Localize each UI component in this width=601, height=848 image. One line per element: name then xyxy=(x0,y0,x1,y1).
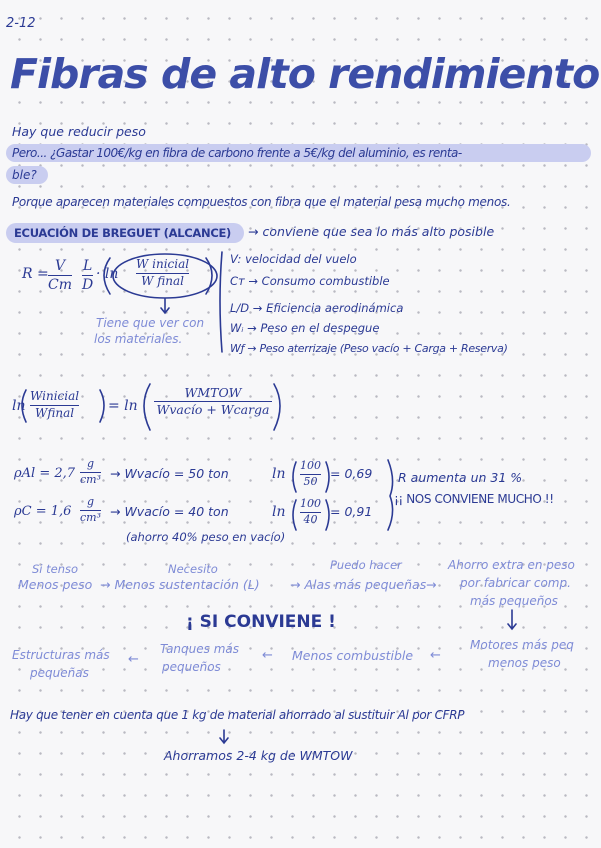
bracket-stroke xyxy=(220,252,222,352)
estructuras-note: Estructuras más xyxy=(12,648,110,662)
ln-symbol: ln xyxy=(272,466,286,482)
materials-note: Tiene que ver con xyxy=(96,316,205,330)
range-increase: R aumenta un 31 % xyxy=(398,470,523,485)
paren-stroke xyxy=(326,462,329,492)
ct-symbol: Cт xyxy=(48,277,72,294)
unit-fraction xyxy=(80,458,101,486)
ln-value-c: = 0,91 xyxy=(330,504,373,519)
equals-ln: = ln xyxy=(108,398,138,414)
conclusion: ¡¡ NOS CONVIENE MUCHO !! xyxy=(394,492,554,506)
unit-denominator: cm³ xyxy=(80,510,102,524)
intro-line: Hay que reducir peso xyxy=(12,124,146,139)
definition-line: Wƒ → Peso aterrizaje (Peso vacío + Carga + Reserva) xyxy=(230,342,508,355)
mass-ratio-al xyxy=(300,460,321,488)
definition-line: Cт → Consumo combustible xyxy=(230,274,390,288)
unit-numerator: g xyxy=(86,495,95,508)
si-conviene: ¡ SI CONVIENE ! xyxy=(186,612,336,632)
page-title: Fibras de alto rendimiento xyxy=(10,50,600,98)
paren-stroke xyxy=(326,500,329,530)
w-final: W final xyxy=(141,273,184,288)
w-vacio-carga: Wvacío + Wcarga xyxy=(156,402,270,418)
unit-numerator: g xyxy=(86,457,95,470)
paren-stroke xyxy=(100,390,104,422)
mtow-fraction xyxy=(154,386,272,418)
chain-item: → Alas más pequeñas xyxy=(290,577,427,592)
arrow-down-stroke xyxy=(220,730,228,743)
intro-question: Pero... ¿Gastar 100€/kg en fibra de carbono frente a 5€/kg del aluminio, es renta- xyxy=(12,146,462,160)
chain-arrow: ← xyxy=(262,648,273,663)
paren-stroke xyxy=(293,500,296,530)
ln-symbol: · ln xyxy=(96,266,119,282)
l-over-d-fraction xyxy=(82,258,93,293)
motores-note: menos peso xyxy=(488,656,561,670)
estructuras-note: pequeñas xyxy=(30,666,89,680)
breguet-label: ECUACIÓN DE BREGUET (ALCANCE) xyxy=(14,226,231,240)
weight-ratio-fraction xyxy=(30,390,79,421)
w-inicial: W inicial xyxy=(136,257,190,271)
combustible-note: Menos combustible xyxy=(292,648,414,663)
empty-weight-c: → Wvacío = 40 ton xyxy=(110,504,229,519)
rho-carbon: ρC = 1,6 xyxy=(14,504,72,519)
ahorro-note: más pequeños xyxy=(470,594,558,608)
rho-aluminium: ρAl = 2,7 xyxy=(14,466,76,481)
page-number: 2-12 xyxy=(6,16,36,31)
paren-stroke xyxy=(274,384,280,430)
chain-item: → Menos sustentación (L) xyxy=(100,577,260,592)
chain-label: Si tenso xyxy=(32,562,79,576)
ratio-denominator: 40 xyxy=(303,512,318,526)
ln-value-al: = 0,69 xyxy=(330,466,373,481)
ratio-numerator: 100 xyxy=(300,497,321,510)
chain-arrow: → xyxy=(426,577,437,592)
mass-ratio-c xyxy=(300,498,321,526)
saving-note: (ahorro 40% peso en vacío) xyxy=(126,530,286,544)
brace-stroke xyxy=(388,460,393,530)
ahorro-note: Ahorro extra en peso xyxy=(448,558,575,572)
w-final: Wfinal xyxy=(35,405,75,420)
footer-note: Hay que tener en cuenta que 1 kg de material ahorrado al sustituir Al por CFRP xyxy=(10,708,465,722)
chain-item: Menos peso xyxy=(18,577,93,592)
tanques-note: Tanques más xyxy=(160,642,239,656)
chain-label: Necesito xyxy=(168,562,218,576)
materials-note: los materiales. xyxy=(94,332,183,346)
ln-symbol: ln xyxy=(272,504,286,520)
l-symbol: L xyxy=(82,258,93,274)
chain-arrow: ← xyxy=(430,648,441,663)
v-symbol: V xyxy=(54,258,66,274)
motores-note: Motores más peq xyxy=(470,638,574,652)
w-mtow: WMTOW xyxy=(184,385,242,400)
paren-stroke xyxy=(293,462,296,492)
arrow-down-stroke xyxy=(161,299,169,313)
empty-weight-al: → Wvacío = 50 ton xyxy=(110,466,229,481)
ratio-denominator: 50 xyxy=(303,474,318,488)
chain-label: Puedo hacer xyxy=(330,558,402,572)
intro-answer: Porque aparecen materiales compuestos con fibra que el material pesa mucho menos. xyxy=(12,195,511,209)
weight-ratio-fraction xyxy=(136,258,189,289)
w-inicial: Winicial xyxy=(30,389,80,403)
v-over-ct-fraction xyxy=(48,258,72,293)
tanques-note: pequeños xyxy=(162,660,221,674)
unit-fraction xyxy=(80,496,101,524)
d-symbol: D xyxy=(82,277,94,294)
definition-line: V: velocidad del vuelo xyxy=(230,252,357,266)
breguet-r: R = xyxy=(22,266,49,282)
unit-denominator: cm³ xyxy=(80,472,102,486)
intro-question-end: ble? xyxy=(12,168,37,182)
ratio-numerator: 100 xyxy=(300,459,321,472)
ln-symbol: ln xyxy=(12,398,26,414)
definition-line: L/D → Eficiencia aerodinámica xyxy=(230,301,404,315)
footer-conclusion: Ahorramos 2-4 kg de WMTOW xyxy=(164,748,353,763)
ahorro-note: por fabricar comp. xyxy=(460,576,571,590)
paren-stroke xyxy=(144,384,150,430)
breguet-result: → conviene que sea lo más alto posible xyxy=(248,224,495,239)
arrow-down-stroke xyxy=(508,610,516,629)
definition-line: Wᵢ → Peso en el despegue xyxy=(230,321,380,335)
chain-arrow: ← xyxy=(128,652,139,667)
